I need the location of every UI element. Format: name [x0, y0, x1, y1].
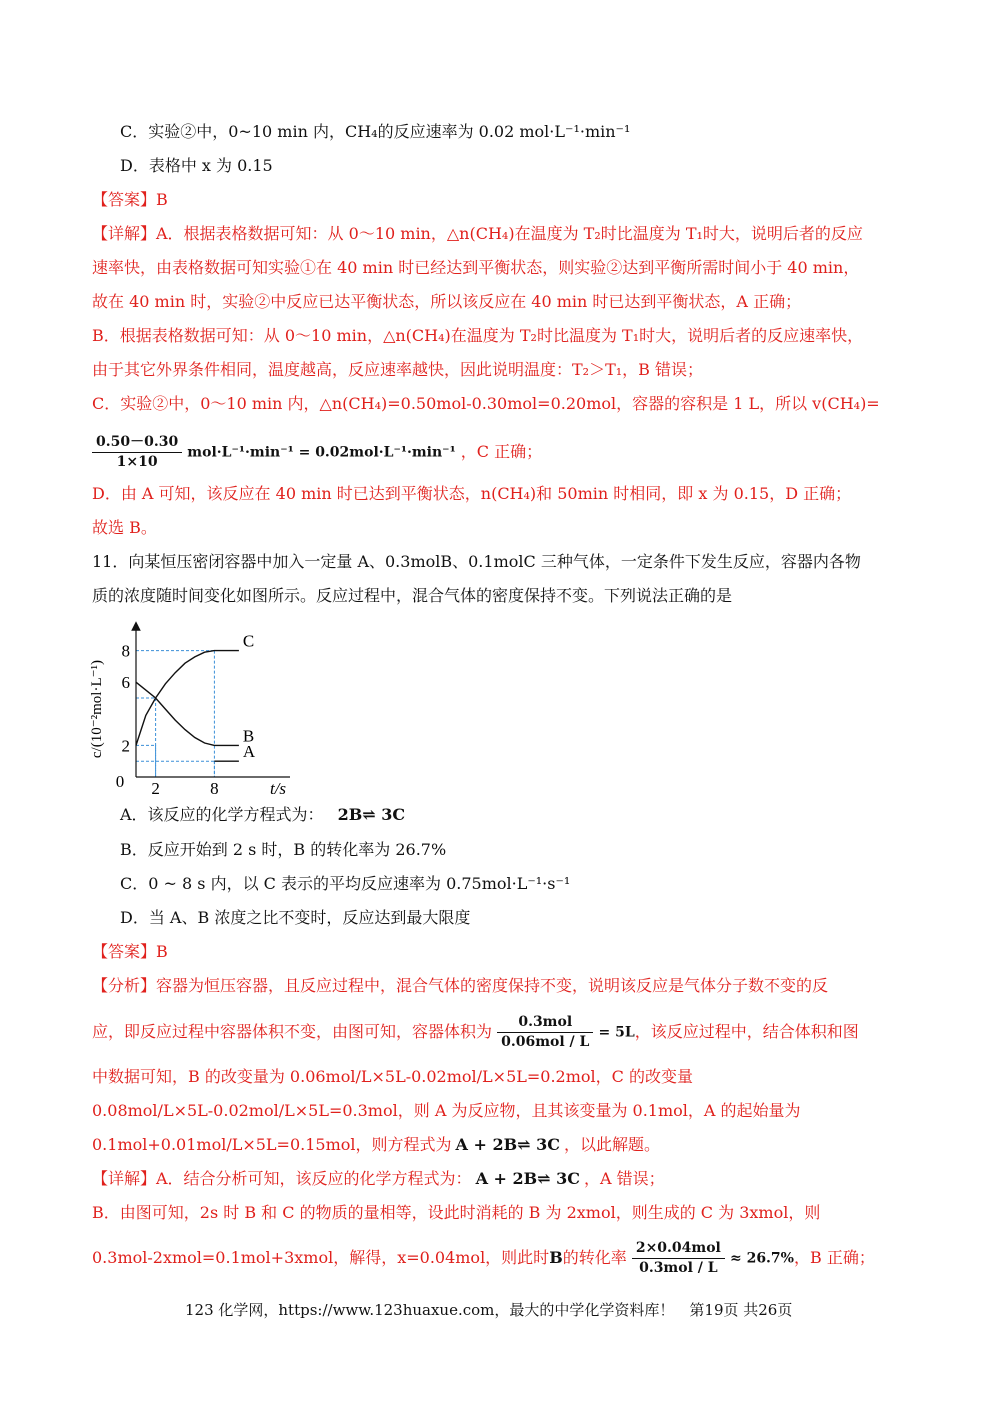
detail-a-text: 【详解】A．结合分析可知，该反应的化学方程式为： [92, 1169, 472, 1188]
rate-result: mol·L⁻¹·min⁻¹ = 0.02mol·L⁻¹·min⁻¹ [187, 444, 456, 461]
series-B-line [136, 682, 239, 745]
detail-b-mid: 的转化率 [562, 1248, 627, 1267]
series-C-label: C [242, 631, 255, 651]
series-A-label: A [242, 742, 256, 762]
volume-fraction [497, 1014, 593, 1051]
q10-answer: 【答案】B [92, 190, 168, 209]
q11-analysis-1: 【分析】容器为恒压容器，且反应过程中，混合气体的密度保持不变，说明该反应是气体分子数不变的反 [92, 976, 829, 995]
y-tick-6: 6 [121, 673, 130, 693]
q10-detail-a-3: 故在 40 min 时，实验②中反应已达平衡状态，所以该反应在 40 min 时已达到平衡状态，A 正确； [92, 292, 802, 311]
conversion-fraction [632, 1240, 725, 1277]
q10-detail-b-2: 由于其它外界条件相同，温度越高，反应速率越快，因此说明温度：T₂＞T₁，B 错误； [92, 360, 704, 379]
q10-detail-b-1: B．根据表格数据可知：从 0～10 min，△n(CH₄)在温度为 T₂时比温度为 T₁时大，说明后者的反应速率快， [92, 326, 864, 345]
q11-option-a-equation: 2B⇌ 3C [337, 805, 406, 824]
conversion-denominator: 0.3mol / L [639, 1260, 718, 1276]
q11-option-d: D．当 A、B 浓度之比不变时，反应达到最大限度 [120, 908, 471, 927]
q10-detail-d: D．由 A 可知，该反应在 40 min 时已达到平衡状态，n(CH₄)和 50min 时相同，即 x 为 0.15，D 正确； [92, 484, 852, 503]
conversion-numerator: 2×0.04mol [632, 1240, 725, 1259]
volume-denominator: 0.06mol / L [501, 1034, 590, 1050]
q11-option-c: C．0 ~ 8 s 内，以 C 表示的平均反应速率为 0.75mol·L⁻¹·s⁻¹ [120, 874, 571, 893]
x-axis-label: t/s [269, 779, 287, 795]
rate-fraction [92, 434, 182, 471]
q10-option-c: C．实验②中，0~10 min 内，CH₄的反应速率为 0.02 mol·L⁻¹·min⁻¹ [120, 122, 631, 141]
analysis-2-tail: ，该反应过程中，结合体积和图 [634, 1022, 859, 1041]
origin-label: 0 [115, 772, 125, 791]
q10-rate-formula [92, 430, 542, 474]
page-footer: 123 化学网，https://www.123huaxue.com，最大的中学化学资料库！ 第19页 共26页 [185, 1301, 793, 1319]
q11-analysis-2 [92, 1010, 859, 1054]
q11-analysis-5 [92, 1135, 660, 1155]
conversion-result: ≈ 26.7% [729, 1250, 794, 1267]
y-tick-2: 2 [121, 736, 130, 756]
x-tick-8: 8 [210, 779, 219, 795]
y-axis-label: c/(10⁻²mol·L⁻¹) [89, 659, 105, 759]
detail-a-tail: ，A 错误； [584, 1169, 665, 1188]
volume-result: = 5L [598, 1024, 635, 1041]
q11-stem-2: 质的浓度随时间变化如图所示。反应过程中，混合气体的密度保持不变。下列说法正确的是 [92, 586, 733, 605]
analysis-2-text: 应，即反应过程中容器体积不变，由图可知，容器体积为 [92, 1022, 493, 1041]
rate-conclusion: ，C 正确； [460, 442, 543, 461]
q10-detail-c-1: C．实验②中，0～10 min 内，△n(CH₄)=0.50mol-0.30mol=0.20mol，容器的容积是 1 L，所以 v(CH₄)= [92, 394, 880, 413]
q11-detail-b-1: B．由图可知，2s 时 B 和 C 的物质的量相等，设此时消耗的 B 为 2xmol，则生成的 C 为 3xmol，则 [92, 1203, 821, 1222]
detail-b-tail: ，B 正确； [793, 1248, 875, 1267]
q10-conclusion: 故选 B。 [92, 518, 157, 537]
volume-numerator: 0.3mol [497, 1014, 593, 1033]
rate-denominator: 1×10 [116, 454, 158, 470]
q10-detail-a-1: 【详解】A．根据表格数据可知：从 0～10 min，△n(CH₄)在温度为 T₂时比温度为 T₁时大，说明后者的反应 [92, 224, 863, 243]
detail-b-text: 0.3mol-2xmol=0.1mol+3xmol，解得，x=0.04mol，则此时 [92, 1248, 550, 1267]
detail-b-symbol: B [549, 1248, 563, 1267]
q10-option-d: D．表格中 x 为 0.15 [120, 156, 273, 175]
q11-analysis-3: 中数据可知，B 的改变量为 0.06mol/L×5L-0.02mol/L×5L=0.2mol，C 的改变量 [92, 1067, 693, 1086]
q11-stem-1: 11．向某恒压密闭容器中加入一定量 A、0.3molB、0.1molC 三种气体，一定条件下发生反应，容器内各物 [92, 552, 861, 571]
series-B-label: B [242, 726, 255, 746]
q11-answer: 【答案】B [92, 942, 168, 961]
rate-numerator: 0.50－0.30 [92, 434, 182, 453]
analysis-5-text: 0.1mol+0.01mol/L×5L=0.15mol，则方程式为 [92, 1135, 452, 1154]
q11-detail-b-2 [92, 1236, 875, 1280]
q11-option-a-text: A．该反应的化学方程式为： [120, 805, 324, 824]
q11-detail-a [92, 1169, 665, 1189]
q10-detail-a-2: 速率快，由表格数据可知实验①在 40 min 时已经达到平衡状态，则实验②达到平衡所需时间小于 40 min， [92, 258, 860, 277]
q11-option-b: B．反应开始到 2 s 时，B 的转化率为 26.7% [120, 840, 447, 859]
analysis-5-equation: A + 2B⇌ 3C [455, 1135, 560, 1154]
y-tick-8: 8 [121, 641, 130, 661]
x-tick-2: 2 [151, 779, 160, 795]
concentration-chart [85, 620, 300, 795]
q11-analysis-4: 0.08mol/L×5L-0.02mol/L×5L=0.3mol，则 A 为反应物，且其该变量为 0.1mol，A 的起始量为 [92, 1101, 801, 1120]
q11-option-a [120, 805, 405, 825]
detail-a-equation: A + 2B⇌ 3C [475, 1169, 581, 1188]
analysis-5-tail: ，以此解题。 [563, 1135, 660, 1154]
